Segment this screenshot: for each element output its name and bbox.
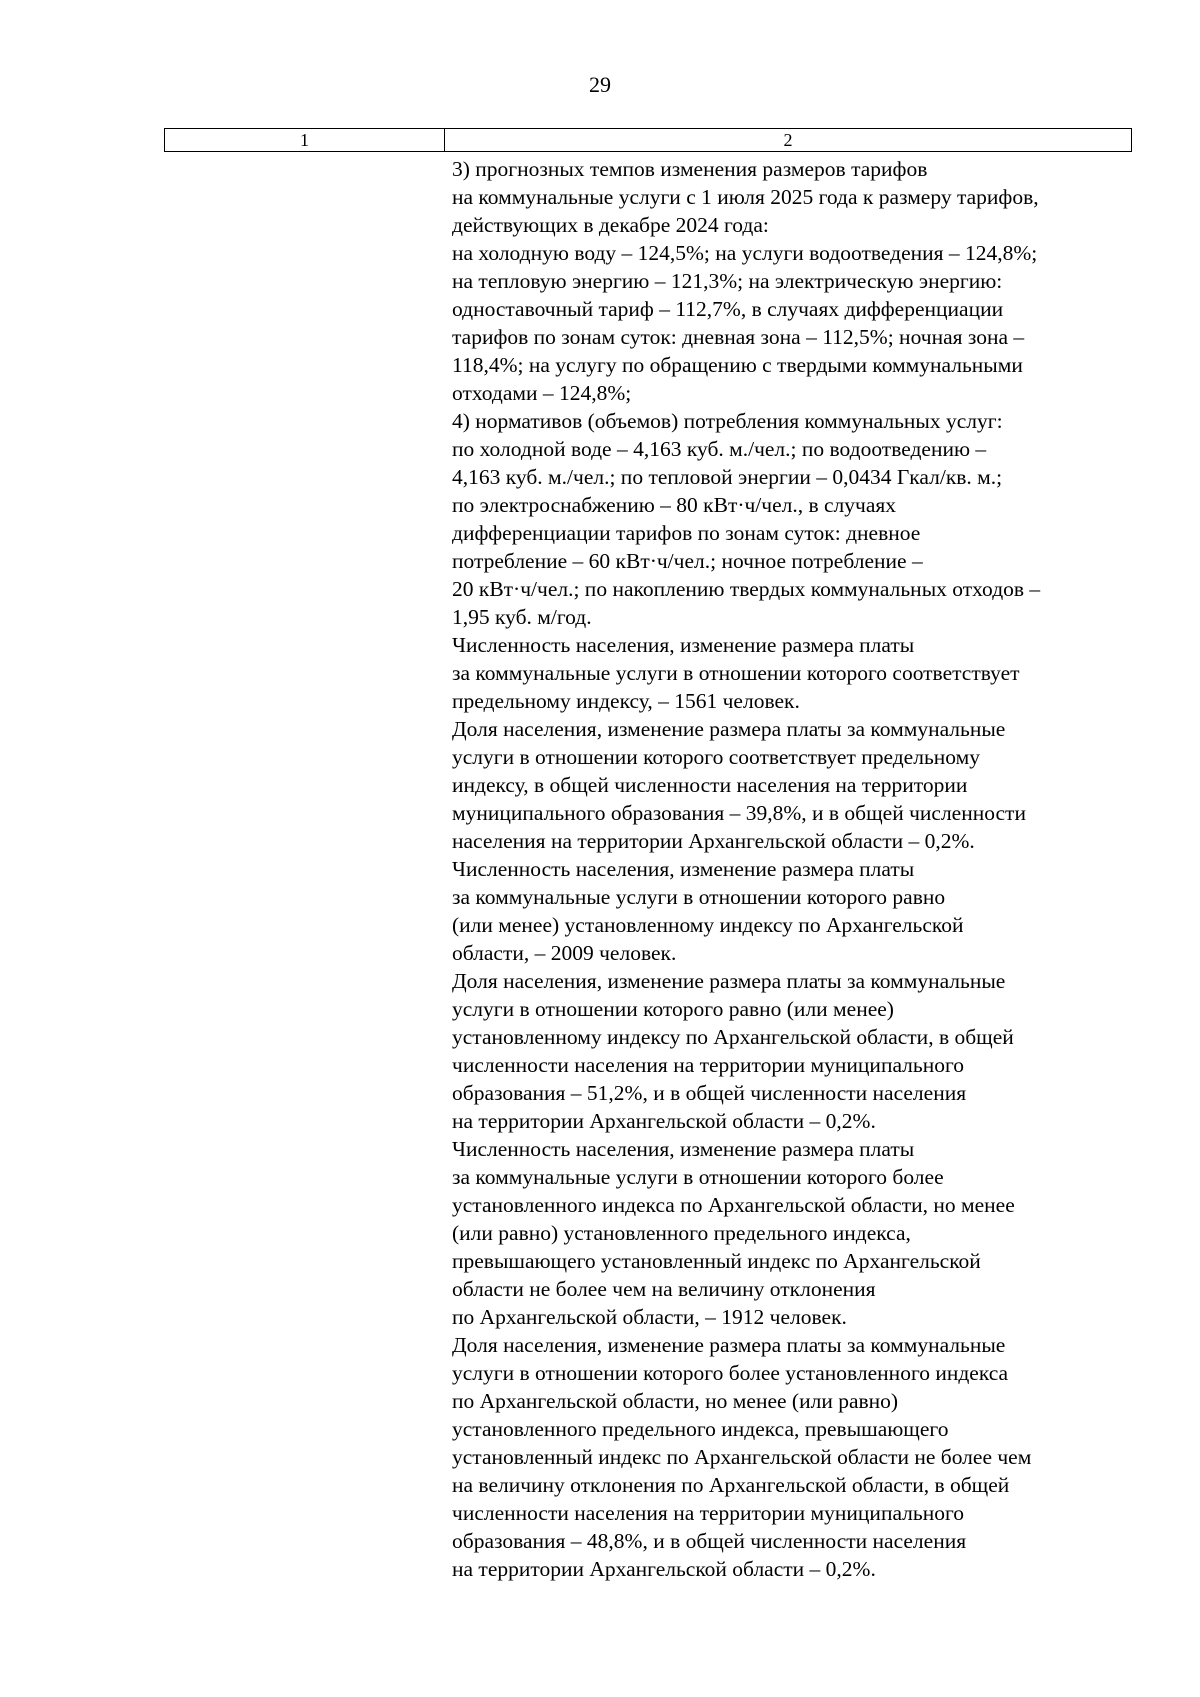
text-line: индексу, в общей численности населения на территории <box>452 773 968 797</box>
text-line: дифференциации тарифов по зонам суток: дневное <box>452 521 921 545</box>
page-number: 29 <box>589 72 611 97</box>
text-line: потребление – 60 кВт·ч/чел.; ночное потребление – <box>452 549 923 573</box>
text-line: услуги в отношении которого равно (или менее) <box>452 997 894 1021</box>
text-line: на территории Архангельской области – 0,2%. <box>452 1109 876 1133</box>
text-line: (или равно) установленного предельного индекса, <box>452 1221 911 1245</box>
text-line: на тепловую энергию – 121,3%; на электрическую энергию: <box>452 269 1003 293</box>
text-line: 3) прогнозных темпов изменения размеров тарифов <box>452 157 928 181</box>
text-line: по Архангельской области, но менее (или равно) <box>452 1389 899 1413</box>
text-line: установленному индексу по Архангельской области, в общей <box>452 1025 1014 1049</box>
text-line: области, – 2009 человек. <box>452 941 677 965</box>
text-line: по Архангельской области, – 1912 человек. <box>452 1305 847 1329</box>
text-line: 4,163 куб. м./чел.; по тепловой энергии – 0,0434 Гкал/кв. м.; <box>452 465 1003 489</box>
text-line: установленный индекс по Архангельской области не более чем <box>452 1445 1032 1469</box>
text-line: на холодную воду – 124,5%; на услуги водоотведения – 124,8%; <box>452 241 1038 265</box>
text-line: (или менее) установленному индексу по Архангельской <box>452 913 964 937</box>
text-line: муниципального образования – 39,8%, и в общей численности <box>452 801 1026 825</box>
text-line: за коммунальные услуги в отношении которого более <box>452 1165 944 1189</box>
text-line: 1,95 куб. м/год. <box>452 605 592 629</box>
text-line: 118,4%; на услугу по обращению с твердыми коммунальными <box>452 353 1023 377</box>
text-line: установленного индекса по Архангельской области, но менее <box>452 1193 1015 1217</box>
text-line: Доля населения, изменение размера платы за коммунальные <box>452 969 1006 993</box>
text-line: за коммунальные услуги в отношении которого равно <box>452 885 946 909</box>
table-cell-text <box>452 155 1132 1583</box>
text-line: области не более чем на величину отклонения <box>452 1277 876 1301</box>
text-line: действующих в декабре 2024 года: <box>452 213 769 237</box>
text-line: услуги в отношении которого более установленного индекса <box>452 1361 1009 1385</box>
text-line: образования – 51,2%, и в общей численности населения <box>452 1081 967 1105</box>
text-line: Численность населения, изменение размера платы <box>452 1137 915 1161</box>
text-line: тарифов по зонам суток: дневная зона – 112,5%; ночная зона – <box>452 325 1025 349</box>
text-line: на территории Архангельской области – 0,2%. <box>452 1557 876 1581</box>
text-line: Доля населения, изменение размера платы за коммунальные <box>452 717 1006 741</box>
text-line: на коммунальные услуги с 1 июля 2025 года к размеру тарифов, <box>452 185 1039 209</box>
text-line: превышающего установленный индекс по Архангельской <box>452 1249 981 1273</box>
text-line: 4) нормативов (объемов) потребления коммунальных услуг: <box>452 409 1003 433</box>
text-line: на величину отклонения по Архангельской области, в общей <box>452 1473 1010 1497</box>
text-line: численности населения на территории муниципального <box>452 1501 965 1525</box>
text-line: образования – 48,8%, и в общей численности населения <box>452 1529 967 1553</box>
text-line: 20 кВт·ч/чел.; по накоплению твердых коммунальных отходов – <box>452 577 1041 601</box>
text-line: Численность населения, изменение размера платы <box>452 857 915 881</box>
table-header-row <box>164 128 1132 152</box>
text-line: численности населения на территории муниципального <box>452 1053 965 1077</box>
text-line: за коммунальные услуги в отношении которого соответствует <box>452 661 1020 685</box>
text-line: одноставочный тариф – 112,7%, в случаях дифференциации <box>452 297 1004 321</box>
text-line: по электроснабжению – 80 кВт·ч/чел., в случаях <box>452 493 897 517</box>
text-line: Доля населения, изменение размера платы за коммунальные <box>452 1333 1006 1357</box>
text-line: предельному индексу, – 1561 человек. <box>452 689 800 713</box>
table-header-col-2: 2 <box>783 130 793 150</box>
text-line: по холодной воде – 4,163 куб. м./чел.; по водоотведению – <box>452 437 987 461</box>
text-line: Численность населения, изменение размера платы <box>452 633 915 657</box>
text-line: установленного предельного индекса, превышающего <box>452 1417 949 1441</box>
table-header-col-1: 1 <box>165 129 445 151</box>
text-line: отходами – 124,8%; <box>452 381 632 405</box>
text-line: населения на территории Архангельской области – 0,2%. <box>452 829 975 853</box>
text-line: услуги в отношении которого соответствует предельному <box>452 745 980 769</box>
